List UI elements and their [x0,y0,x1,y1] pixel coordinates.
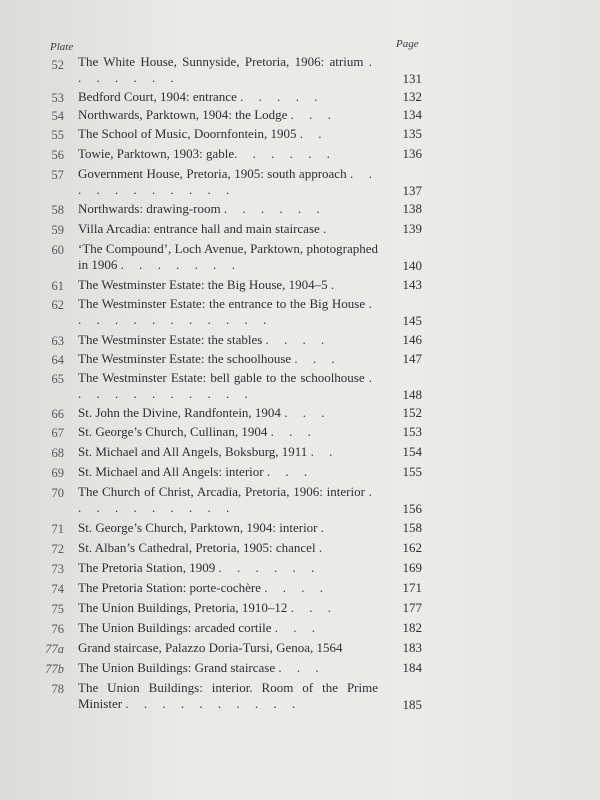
plate-title: The Westminster Estate: the stables . . . . [78,332,331,347]
page-number: 185 [402,697,422,712]
page-number: 140 [402,258,422,273]
page-number: 169 [402,560,422,575]
plate-number: 70 [51,486,64,500]
page-number: 177 [402,600,422,615]
plate-title: St. Alban’s Cathedral, Pretoria, 1905: chancel . [78,540,329,555]
list-item [0,201,600,221]
page-number: 152 [402,405,422,420]
plate-number: 67 [51,426,64,440]
list-item [0,540,600,560]
page-number: 135 [402,126,422,141]
list-item [0,221,600,241]
plate-title: St. John the Divine, Randfontein, 1904 . . . [78,405,331,420]
plate-title: The Westminster Estate: bell gable to the schoolhouse . . . . . . . . . . . [78,370,378,401]
plate-title: St. George’s Church, Cullinan, 1904 . . . [78,424,317,439]
plate-title: The Westminster Estate: the entrance to the Big House . . . . . . . . . . . . [78,296,378,327]
plate-title: The Union Buildings: interior. Room of the Prime Minister . . . . . . . . . . [78,680,378,711]
plate-title: Villa Arcadia: entrance hall and main staircase . [78,221,333,236]
page-number: 153 [402,424,422,439]
list-item [0,166,600,201]
plate-title: The Westminster Estate: the Big House, 1904–5 . [78,277,341,292]
plate-title: St. Michael and All Angels: interior . . . [78,464,314,479]
plate-number: 65 [51,372,64,386]
plate-number: 52 [51,58,64,72]
plate-title: ‘The Compound’, Loch Avenue, Parktown, photographed in 1906 . . . . . . . [78,241,378,272]
plate-number: 68 [51,446,64,460]
plate-number: 77b [45,662,64,676]
list-item [0,54,600,89]
page-number: 137 [402,183,422,198]
plate-number: 66 [51,407,64,421]
plate-number: 72 [51,542,64,556]
page-number: 139 [402,221,422,236]
page-number: 158 [402,520,422,535]
plate-title: The School of Music, Doornfontein, 1905 . . [78,126,328,141]
plate-title: Grand staircase, Palazzo Doria-Tursi, Genoa, 1564 [78,640,343,655]
list-item [0,620,600,640]
page-number: 131 [402,71,422,86]
plate-number: 59 [51,223,64,237]
page-column-header: Page [396,38,419,50]
page-number: 138 [402,201,422,216]
plate-number: 76 [51,622,64,636]
plate-title: Northwards: drawing-room . . . . . . [78,201,326,216]
plate-number: 53 [51,91,64,105]
list-item [0,277,600,296]
page-number: 171 [402,580,422,595]
plate-number: 69 [51,466,64,480]
list-item [0,464,600,484]
page-number: 136 [402,146,422,161]
plate-number: 77a [45,642,64,656]
list-item [0,680,600,716]
page-number: 154 [402,444,422,459]
list-item [0,241,600,277]
list-item [0,600,600,620]
plate-number: 58 [51,203,64,217]
list-item [0,351,600,370]
plate-number: 78 [51,682,64,696]
page-number: 132 [402,89,422,104]
plate-title: Bedford Court, 1904: entrance . . . . . [78,89,324,104]
page-number: 134 [402,107,422,122]
plate-title: The White House, Sunnyside, Pretoria, 1906: atrium . . . . . . . [78,54,379,85]
plate-number: 62 [51,298,64,312]
plate-number: 64 [51,353,64,367]
page-number: 146 [402,332,422,347]
plate-title: The Pretoria Station, 1909 . . . . . . [78,560,321,575]
list-item [0,370,600,405]
plate-title: Towie, Parktown, 1903: gable. . . . . . [78,146,336,161]
list-item [0,107,600,126]
plate-title: The Union Buildings, Pretoria, 1910–12 . . . [78,600,337,615]
plate-title: The Union Buildings: arcaded cortile . . . [78,620,322,635]
plate-number: 54 [51,109,64,123]
list-item [0,296,600,332]
plate-number: 75 [51,602,64,616]
page-number: 183 [402,640,422,655]
list-item [0,640,600,660]
plate-title: The Westminster Estate: the schoolhouse . . . [78,351,341,366]
list-item [0,580,600,600]
plate-number: 63 [51,334,64,348]
plate-title: St. George’s Church, Parktown, 1904: interior . [78,520,331,535]
page-number: 162 [402,540,422,555]
page-number: 143 [402,277,422,292]
plate-title: Northwards, Parktown, 1904: the Lodge . . . [78,107,337,122]
plate-number: 57 [51,168,64,182]
list-item [0,146,600,166]
plate-title: The Pretoria Station: porte-cochère . . . . [78,580,330,595]
plate-number: 56 [51,148,64,162]
list-item [0,660,600,680]
plate-number: 60 [51,243,64,257]
plate-number: 73 [51,562,64,576]
plate-number: 55 [51,128,64,142]
plate-number: 74 [51,582,64,596]
list-item [0,89,600,107]
list-item [0,405,600,424]
list-item [0,332,600,351]
page-number: 145 [402,313,422,328]
plate-title: The Union Buildings: Grand staircase . . . [78,660,325,675]
list-item [0,444,600,464]
plate-number: 61 [51,279,64,293]
page-number: 184 [402,660,422,675]
plate-number: 71 [51,522,64,536]
list-item [0,520,600,540]
plate-column-header: Plate [50,41,74,53]
page-number: 148 [402,387,422,402]
plate-title: The Church of Christ, Arcadia, Pretoria, 1906: interior . . . . . . . . . . [78,484,379,515]
plate-title: Government House, Pretoria, 1905: south approach . . . . . . . . . . . [78,166,379,197]
page-number: 147 [402,351,422,366]
page-number: 182 [402,620,422,635]
plate-title: St. Michael and All Angels, Boksburg, 1911 . . [78,444,339,459]
list-item [0,424,600,444]
list-item [0,484,600,520]
page-number: 156 [402,501,422,516]
list-item [0,560,600,580]
list-item [0,126,600,146]
page-number: 155 [402,464,422,479]
